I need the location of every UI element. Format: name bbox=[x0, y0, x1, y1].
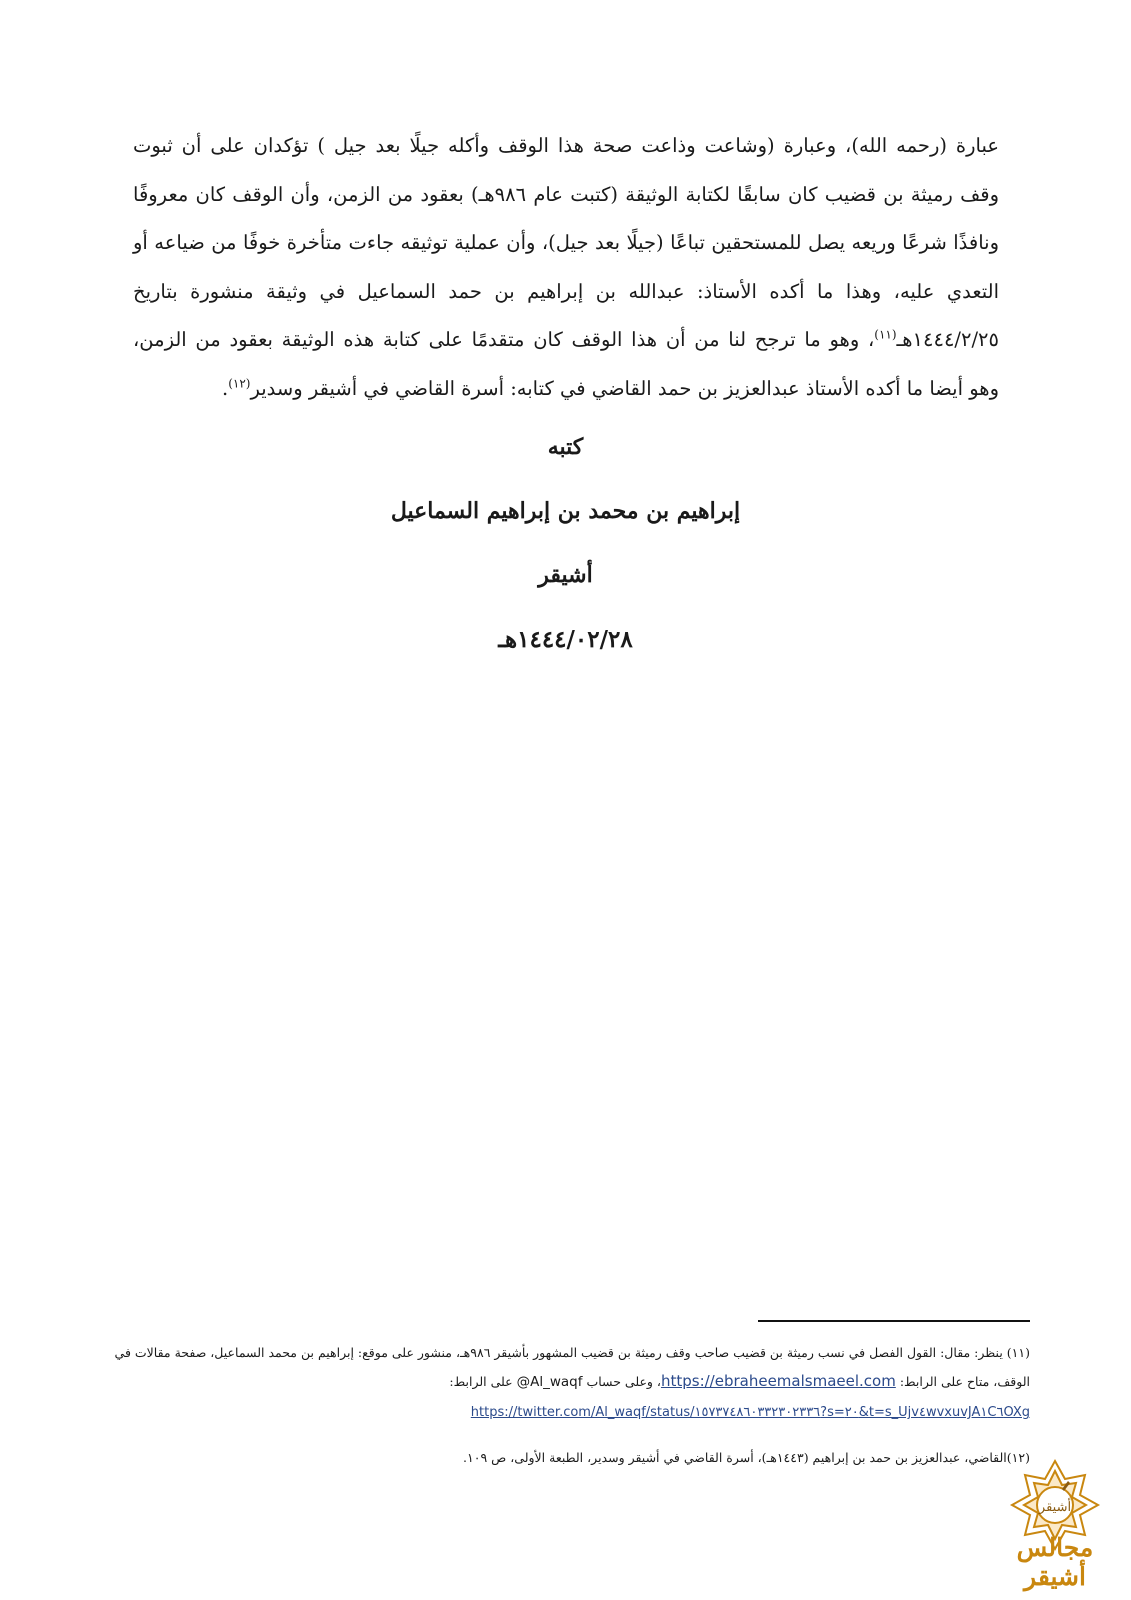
website-link[interactable]: https://ebraheemalsmaeel.com bbox=[660, 1372, 896, 1390]
footnote-12-marker: (١٢) bbox=[1006, 1450, 1030, 1465]
twitter-handle: @Al_waqf bbox=[516, 1374, 583, 1390]
footnote-11-text-3: ، وعلى حساب bbox=[586, 1374, 661, 1389]
signature-date: ١٤٤٤/٠٢/٢٨هـ bbox=[498, 626, 633, 653]
footnote-divider bbox=[758, 1320, 1030, 1322]
footnote-11 bbox=[114, 1338, 1030, 1427]
footnote-11-line-2 bbox=[160, 1367, 1030, 1397]
body-line-4: التعدي عليه، وهذا ما أكده الأستاذ: عبدالله بن إبراهيم بن حمد السماعيل في وثيقة منشورة بتاريخ bbox=[133, 279, 999, 303]
footnote-ref-12[interactable]: (١٢) bbox=[228, 376, 251, 390]
body-line-6-end: . bbox=[222, 376, 229, 400]
majalis-ushaiqer-logo bbox=[990, 1455, 1120, 1595]
signature-place: أشيقر bbox=[538, 562, 593, 588]
date-text: ١٤٤٤/٢/٢٥هـ bbox=[896, 328, 999, 351]
emblem-text: أشيقر bbox=[1038, 1500, 1072, 1515]
logo-text: مجالس أشيقر bbox=[1016, 1533, 1094, 1591]
footnote-12-line bbox=[160, 1443, 1030, 1472]
footnote-11-line-3 bbox=[160, 1397, 1030, 1427]
body-line-5 bbox=[133, 316, 999, 365]
body-paragraph bbox=[133, 122, 999, 413]
footnote-11-marker: (١١) bbox=[1006, 1345, 1030, 1360]
body-line-1: عبارة (رحمه الله)، وعبارة (وشاعت وذاعت صحة هذا الوقف وأكله جيلًا بعد جيل ) تؤكدان على أن ثبوت bbox=[133, 134, 999, 157]
footnote-ref-11[interactable]: (١١) bbox=[874, 327, 897, 342]
footnote-11-text-2: الوقف، متاح على الرابط: bbox=[899, 1374, 1030, 1389]
signature-name: إبراهيم بن محمد بن إبراهيم السماعيل bbox=[390, 498, 741, 524]
footnote-11-text-4: على الرابط: bbox=[449, 1374, 513, 1389]
footnote-12 bbox=[160, 1443, 1030, 1472]
body-line-3: ونافذًا شرعًا وريعه يصل للمستحقين تباعًا (جيلًا بعد جيل)، وأن عملية توثيقه جاءت متأخرة خوفًا من ضياعه أو bbox=[133, 231, 999, 254]
footnotes bbox=[114, 1338, 1030, 1472]
body-line-6 bbox=[133, 365, 999, 414]
signature-wrote: كتبه bbox=[547, 434, 584, 460]
footnote-11-line-1 bbox=[114, 1338, 1030, 1367]
body-line-6-text: وهو أيضا ما أكده الأستاذ عبدالعزيز بن حمد القاضي في كتابه: أسرة القاضي في أشيقر وسدير bbox=[250, 376, 999, 400]
body-line-2: وقف رميثة بن قضيب كان سابقًا لكتابة الوثيقة (كتبت عام ٩٨٦هـ) بعقود من الزمن، وأن الوقف كان معروفًا bbox=[133, 182, 999, 206]
body-line-5-rest: ، وهو ما ترجح لنا من أن هذا الوقف كان متقدمًا على كتابة هذه الوثيقة بعقود من الزمن، bbox=[133, 328, 875, 351]
footnote-12-text: القاضي، عبدالعزيز بن حمد بن إبراهيم (١٤٤٣هـ)، أسرة القاضي في أشيقر وسدير، الطبعة الأولى، ص ١٠٩. bbox=[463, 1450, 1007, 1465]
footnote-11-text: ينظر: مقال: القول الفصل في نسب رميثة بن قضيب صاحب وقف رميثة بن قضيب المشهور بأشيقر ٩٨٦هـ، منشور على موقع: إبراهيم بن محمد السماعيل، صفحة مقالات في bbox=[114, 1345, 1003, 1360]
twitter-link[interactable]: https://twitter.com/Al_waqf/status/١٥٧٣٧٤٨٦٠٣٣٢٣٠٢٣٣٦?s=٢٠&t=s_Ujv٤wvxuvJA١C٦OXg bbox=[470, 1405, 1030, 1420]
